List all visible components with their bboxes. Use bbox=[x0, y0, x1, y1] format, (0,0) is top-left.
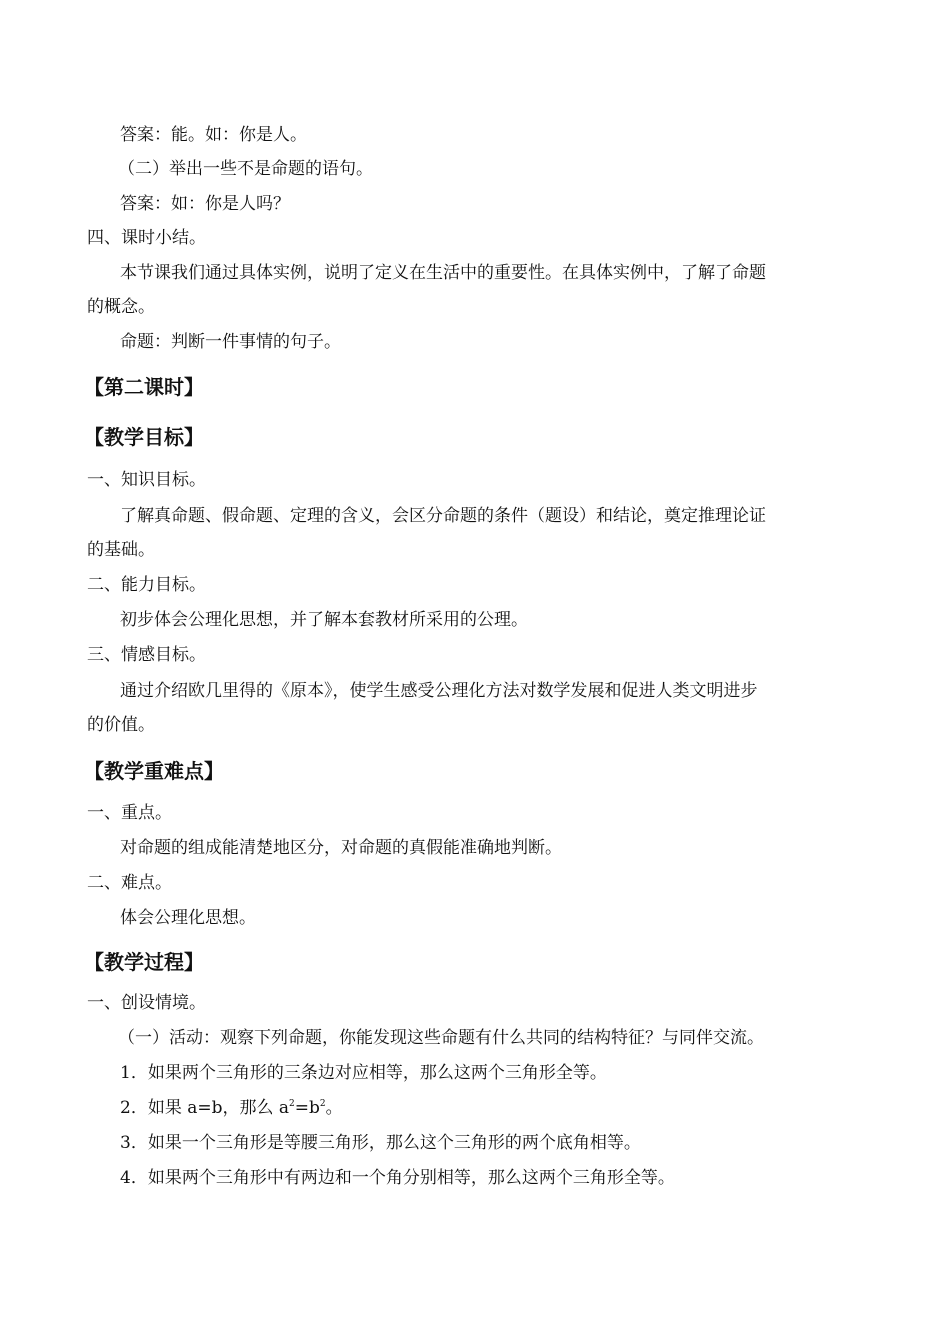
step1-title: 一、创设情境。 bbox=[87, 993, 206, 1013]
proposition-item-2 bbox=[120, 1098, 343, 1118]
heading-process: 【教学过程】 bbox=[84, 950, 204, 974]
heading-second-lesson: 【第二课时】 bbox=[84, 375, 204, 399]
item2-exponent-b: 2 bbox=[319, 1099, 326, 1109]
ability-title: 二、能力目标。 bbox=[87, 575, 206, 595]
item2-prefix: 2．如果 a=b，那么 a bbox=[120, 1098, 290, 1118]
answer-line-1: 答案：能。如：你是人。 bbox=[120, 125, 307, 145]
activity-line: （一）活动：观察下列命题，你能发现这些命题有什么共同的结构特征？与同伴交流。 bbox=[118, 1028, 764, 1048]
knowledge-body-a: 了解真命题、假命题、定理的含义，会区分命题的条件（题设）和结论，奠定推理论证 bbox=[120, 506, 766, 526]
heading-key-points: 【教学重难点】 bbox=[84, 759, 224, 783]
summary-paragraph-b: 的概念。 bbox=[87, 297, 155, 317]
difficulty-title: 二、难点。 bbox=[87, 873, 172, 893]
definition-line: 命题：判断一件事情的句子。 bbox=[120, 332, 341, 352]
focus-body: 对命题的组成能清楚地区分，对命题的真假能准确地判断。 bbox=[120, 838, 562, 858]
heading-objectives: 【教学目标】 bbox=[84, 425, 204, 449]
proposition-item-3: 3．如果一个三角形是等腰三角形，那么这个三角形的两个底角相等。 bbox=[120, 1133, 641, 1153]
section-summary-title: 四、课时小结。 bbox=[87, 228, 206, 248]
emotion-body-a: 通过介绍欧几里得的《原本》，使学生感受公理化方法对数学发展和促进人类文明进步 bbox=[120, 681, 758, 701]
emotion-title: 三、情感目标。 bbox=[87, 645, 206, 665]
ability-body: 初步体会公理化思想，并了解本套教材所采用的公理。 bbox=[120, 610, 528, 630]
item2-suffix: 。 bbox=[325, 1098, 343, 1118]
summary-paragraph-a: 本节课我们通过具体实例，说明了定义在生活中的重要性。在具体实例中，了解了命题 bbox=[120, 263, 766, 283]
focus-title: 一、重点。 bbox=[87, 803, 172, 823]
sub-question-2: （二）举出一些不是命题的语句。 bbox=[118, 159, 373, 179]
knowledge-body-b: 的基础。 bbox=[87, 540, 155, 560]
item2-mid: =b bbox=[294, 1098, 320, 1118]
knowledge-title: 一、知识目标。 bbox=[87, 470, 206, 490]
proposition-item-4: 4．如果两个三角形中有两边和一个角分别相等，那么这两个三角形全等。 bbox=[120, 1168, 675, 1188]
answer-line-2: 答案：如：你是人吗？ bbox=[120, 194, 290, 214]
proposition-item-1: 1．如果两个三角形的三条边对应相等，那么这两个三角形全等。 bbox=[120, 1063, 607, 1083]
emotion-body-b: 的价值。 bbox=[87, 715, 155, 735]
difficulty-body: 体会公理化思想。 bbox=[120, 908, 256, 928]
item2-exponent-a: 2 bbox=[289, 1099, 295, 1109]
